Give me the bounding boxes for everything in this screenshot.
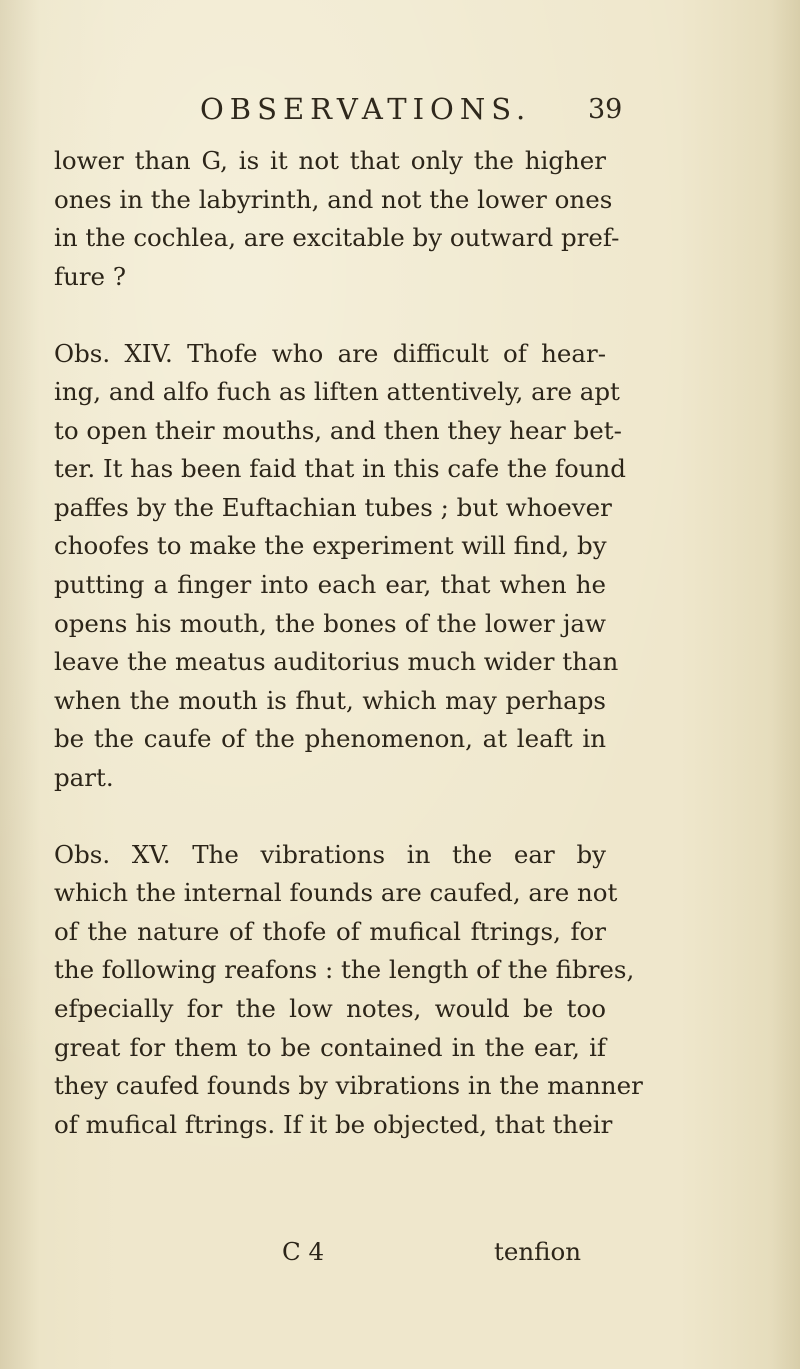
text-line: of the nature of thofe of mufical ftrings, for xyxy=(54,916,606,946)
paragraph-obs-xiv xyxy=(54,335,626,798)
text-line: they caufed founds by vibrations in the manner xyxy=(54,1071,643,1101)
text-line: part. xyxy=(54,762,114,792)
paragraph-gap xyxy=(54,797,606,836)
text-line: when the mouth is fhut, which may perhaps xyxy=(54,685,606,715)
text-line: fure ? xyxy=(54,261,126,291)
text-line: the following reafons : the length of the fibres, xyxy=(54,955,635,985)
text-line: efpecially for the low notes, would be too xyxy=(54,994,606,1024)
text-line: ones in the labyrinth, and not the lower ones xyxy=(54,184,613,214)
text-line: to open their mouths, and then they hear bet- xyxy=(54,415,622,445)
text-line: which the internal founds are caufed, are not xyxy=(54,878,618,908)
text-line: putting a finger into each ear, that when he xyxy=(54,570,606,600)
text-line: Obs. XV. The vibrations in the ear by xyxy=(54,839,606,869)
signature-mark: C 4 xyxy=(282,1237,325,1266)
paragraph-gap xyxy=(54,296,606,335)
paragraph-obs-xv xyxy=(54,836,643,1144)
text-line: Obs. XIV. Thofe who are difficult of hear- xyxy=(54,338,606,368)
text-line: choofes to make the experiment will find, by xyxy=(54,531,607,561)
text-line: be the caufe of the phenomenon, at leaft in xyxy=(54,724,606,754)
running-head xyxy=(0,92,800,132)
text-line: paffes by the Euftachian tubes ; but whoever xyxy=(54,492,612,522)
text-line: lower than G, is it not that only the higher xyxy=(54,146,606,175)
text-line: great for them to be contained in the ear, if xyxy=(54,1032,606,1062)
text-line: leave the meatus auditorius much wider than xyxy=(54,647,619,677)
text-line: ing, and alfo fuch as liften attentively, are apt xyxy=(54,377,620,407)
text-line: ter. It has been faid that in this cafe the found xyxy=(54,454,626,484)
page-number: 39 xyxy=(588,94,623,125)
page-footer xyxy=(0,1237,800,1275)
text-line: in the cochlea, are excitable by outward pref- xyxy=(54,223,620,253)
text-line: of mufical ftrings. If it be objected, that their xyxy=(54,1109,613,1139)
text-line: opens his mouth, the bones of the lower jaw xyxy=(54,608,606,638)
body-text xyxy=(54,142,643,1144)
catchword: tenfion xyxy=(494,1237,581,1266)
running-title: OBSERVATIONS. xyxy=(200,92,532,126)
paragraph-continuation xyxy=(54,142,620,296)
